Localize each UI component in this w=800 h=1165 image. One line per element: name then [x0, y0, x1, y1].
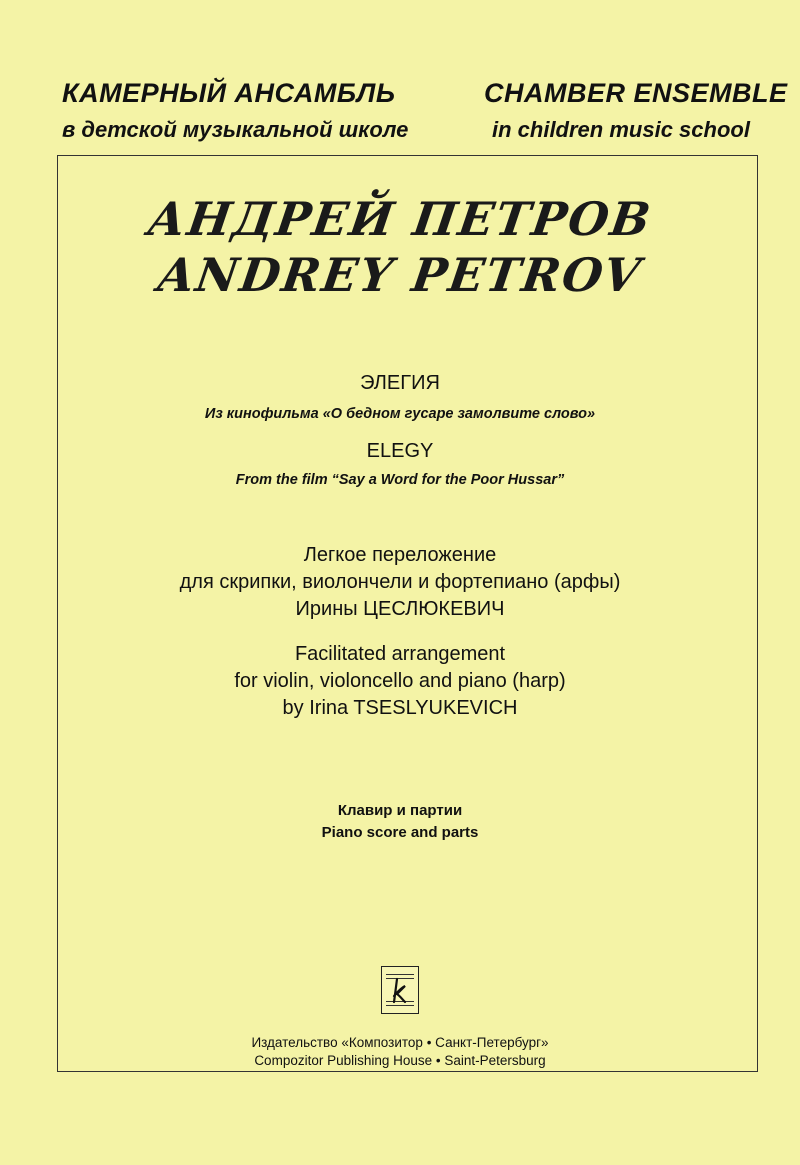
composer-name-en: ANDREY PETROV [154, 248, 646, 302]
arrangement-ru-line1: Легкое переложение [303, 544, 497, 566]
series-title-en: CHAMBER ENSEMBLE [484, 78, 788, 108]
arrangement-ru-line2: для скрипки, виолончели и фортепиано (арфы) [179, 571, 621, 593]
work-subtitle-en: From the film “Say a Word for the Poor Hussar” [235, 472, 565, 488]
series-subtitle-en: in children music school [492, 117, 750, 142]
publisher-name-ru: Издательство «Композитор • Санкт-Петербург» [251, 1035, 549, 1050]
arrangement-en-line3: by Irina TSESLYUKEVICH [282, 697, 518, 719]
series-title-ru: КАМЕРНЫЙ АНСАМБЛЬ [62, 78, 396, 108]
arrangement-en-line2: for violin, violoncello and piano (harp) [234, 670, 566, 692]
score-label-en: Piano score and parts [321, 824, 479, 841]
work-subtitle-ru: Из кинофильма «О бедном гусаре замолвите слово» [204, 406, 596, 422]
publisher-name-en: Compozitor Publishing House • Saint-Petersburg [254, 1053, 546, 1068]
arrangement-ru-line3: Ирины ЦЕСЛЮКЕВИЧ [295, 598, 505, 620]
work-title-ru: ЭЛЕГИЯ [360, 372, 440, 394]
arrangement-en-line1: Facilitated arrangement [294, 643, 506, 665]
series-subtitle-ru: в детской музыкальной школе [62, 117, 409, 142]
publisher-k-logo-icon [381, 966, 419, 1014]
composer-name-ru: АНДРЕЙ ПЕТРОВ [144, 192, 656, 246]
score-label-ru: Клавир и партии [337, 802, 463, 819]
work-title-en: ELEGY [366, 440, 434, 462]
